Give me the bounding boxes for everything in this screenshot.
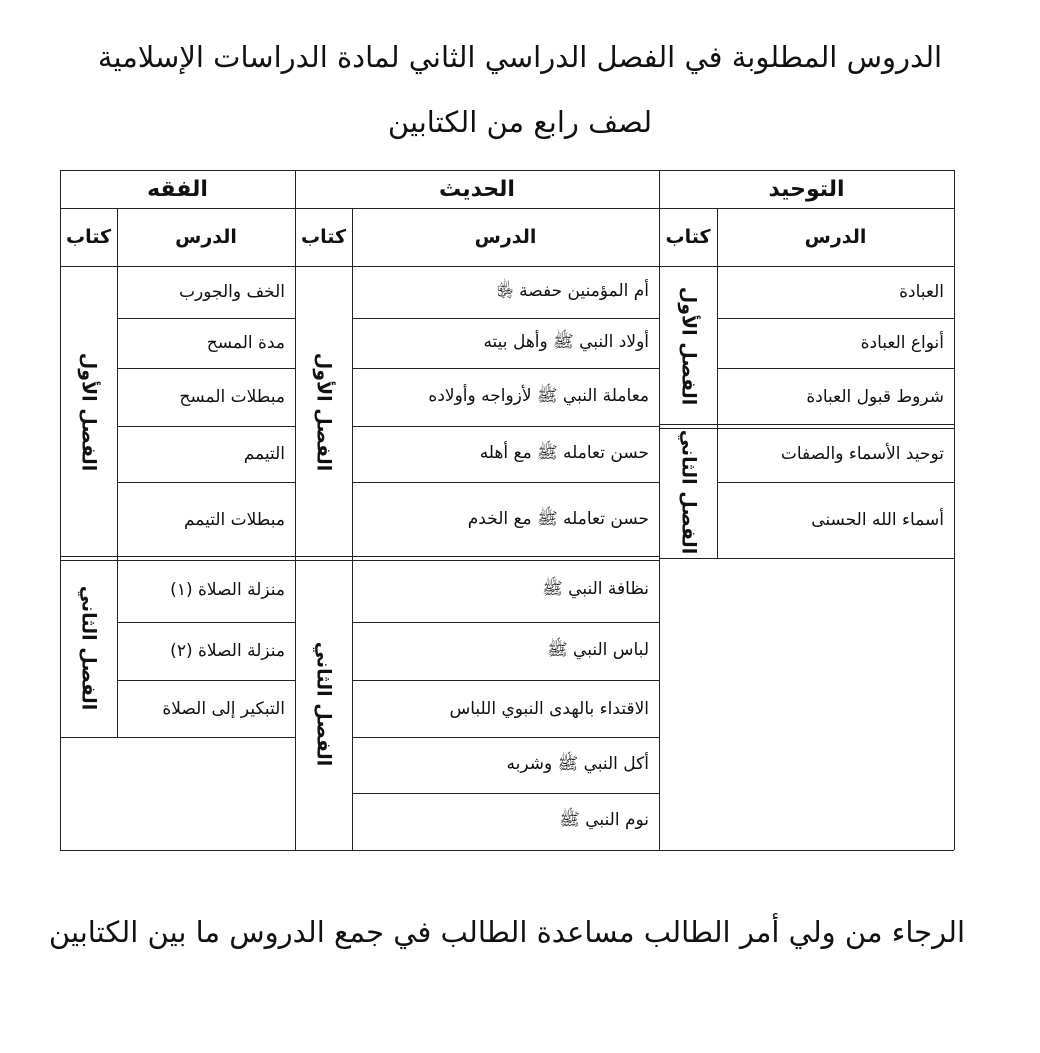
grid-line — [60, 170, 61, 850]
lesson-cell: نظافة النبي ﷺ — [542, 578, 649, 599]
grid-line — [117, 680, 295, 681]
lesson-cell: معاملة النبي ﷺ لأزواجه وأولاده — [428, 385, 649, 406]
grid-line — [352, 737, 659, 738]
grid-line — [659, 170, 660, 850]
lesson-cell: أسماء الله الحسنى — [811, 510, 944, 530]
book-label: الفصل الثاني — [312, 641, 335, 767]
book-cell — [295, 266, 352, 558]
lesson-cell: شروط قبول العبادة — [806, 387, 944, 407]
grid-line — [352, 793, 659, 794]
footer-note: الرجاء من ولي أمر الطالب مساعدة الطالب في جمع الدروس ما بين الكتابين — [48, 915, 965, 949]
book-label: الفصل الأول — [676, 286, 699, 406]
book-cell — [60, 558, 117, 737]
subject-header: الفقه — [147, 176, 208, 202]
book-cell — [659, 266, 717, 426]
lesson-cell: نوم النبي ﷺ — [559, 810, 649, 830]
grid-line — [60, 170, 954, 171]
subject-header: الحديث — [439, 176, 515, 202]
book-cell — [295, 558, 352, 850]
lesson-column-header: الدرس — [175, 226, 237, 248]
lesson-cell: الخف والجورب — [179, 282, 285, 302]
grid-line — [117, 368, 295, 369]
grid-line — [60, 556, 295, 557]
lesson-cell: لباس النبي ﷺ — [547, 639, 649, 660]
grid-line — [117, 622, 295, 623]
grid-line — [352, 622, 659, 623]
lesson-cell: التبكير إلى الصلاة — [162, 698, 285, 719]
lesson-column-header: الدرس — [804, 226, 867, 248]
page-title: الدروس المطلوبة في الفصل الدراسي الثاني لمادة الدراسات الإسلامية — [97, 40, 943, 74]
grid-line — [352, 318, 659, 319]
book-cell — [60, 266, 117, 558]
grid-line — [717, 318, 954, 319]
grid-line — [295, 170, 296, 850]
grid-line — [60, 737, 295, 738]
grid-line — [117, 482, 295, 483]
lesson-cell: أم المؤمنين حفصة ﵂ — [496, 280, 649, 301]
lesson-cell: أكل النبي ﷺ وشربه — [506, 753, 649, 774]
grid-line — [117, 426, 295, 427]
book-cell — [659, 426, 717, 558]
subject-header: التوحيد — [768, 176, 845, 202]
grid-line — [117, 318, 295, 319]
book-column-header: كتاب — [300, 226, 347, 248]
grid-line — [60, 266, 954, 267]
lesson-column-header: الدرس — [474, 226, 537, 248]
grid-line — [352, 482, 659, 483]
lesson-cell: منزلة الصلاة (٢) — [170, 641, 285, 661]
lesson-cell: الاقتداء بالهدى النبوي اللباس — [449, 698, 649, 719]
grid-line — [295, 556, 659, 557]
page-subtitle: لصف رابع من الكتابين — [387, 105, 653, 139]
lesson-cell: حسن تعامله ﷺ مع أهله — [479, 442, 649, 463]
grid-line — [60, 850, 954, 851]
book-column-header: كتاب — [665, 226, 711, 248]
grid-line — [60, 208, 954, 209]
book-label: الفصل الأول — [312, 352, 335, 472]
lesson-cell: منزلة الصلاة (١) — [170, 580, 285, 600]
lesson-cell: العبادة — [899, 282, 944, 302]
lesson-cell: حسن تعامله ﷺ مع الخدم — [467, 508, 649, 529]
grid-line — [717, 368, 954, 369]
lesson-cell: التيمم — [243, 444, 285, 464]
book-label: الفصل الثاني — [676, 429, 699, 555]
grid-line — [659, 558, 954, 559]
grid-line — [117, 208, 118, 737]
book-label: الفصل الثاني — [77, 585, 100, 710]
lesson-cell: أنواع العبادة — [860, 333, 944, 353]
grid-line — [717, 208, 718, 558]
grid-line — [717, 482, 954, 483]
lesson-cell: مدة المسح — [206, 333, 285, 353]
lesson-cell: توحيد الأسماء والصفات — [780, 444, 944, 464]
grid-line — [352, 680, 659, 681]
lesson-cell: مبطلات المسح — [179, 387, 285, 407]
grid-line — [954, 170, 955, 850]
book-label: الفصل الأول — [77, 352, 100, 472]
grid-line — [352, 426, 659, 427]
grid-line — [352, 208, 353, 850]
lesson-cell: أولاد النبي ﷺ وأهل بيته — [483, 331, 649, 352]
lesson-cell: مبطلات التيمم — [183, 510, 285, 530]
grid-line — [659, 424, 954, 425]
book-column-header: كتاب — [65, 226, 112, 248]
grid-line — [352, 368, 659, 369]
